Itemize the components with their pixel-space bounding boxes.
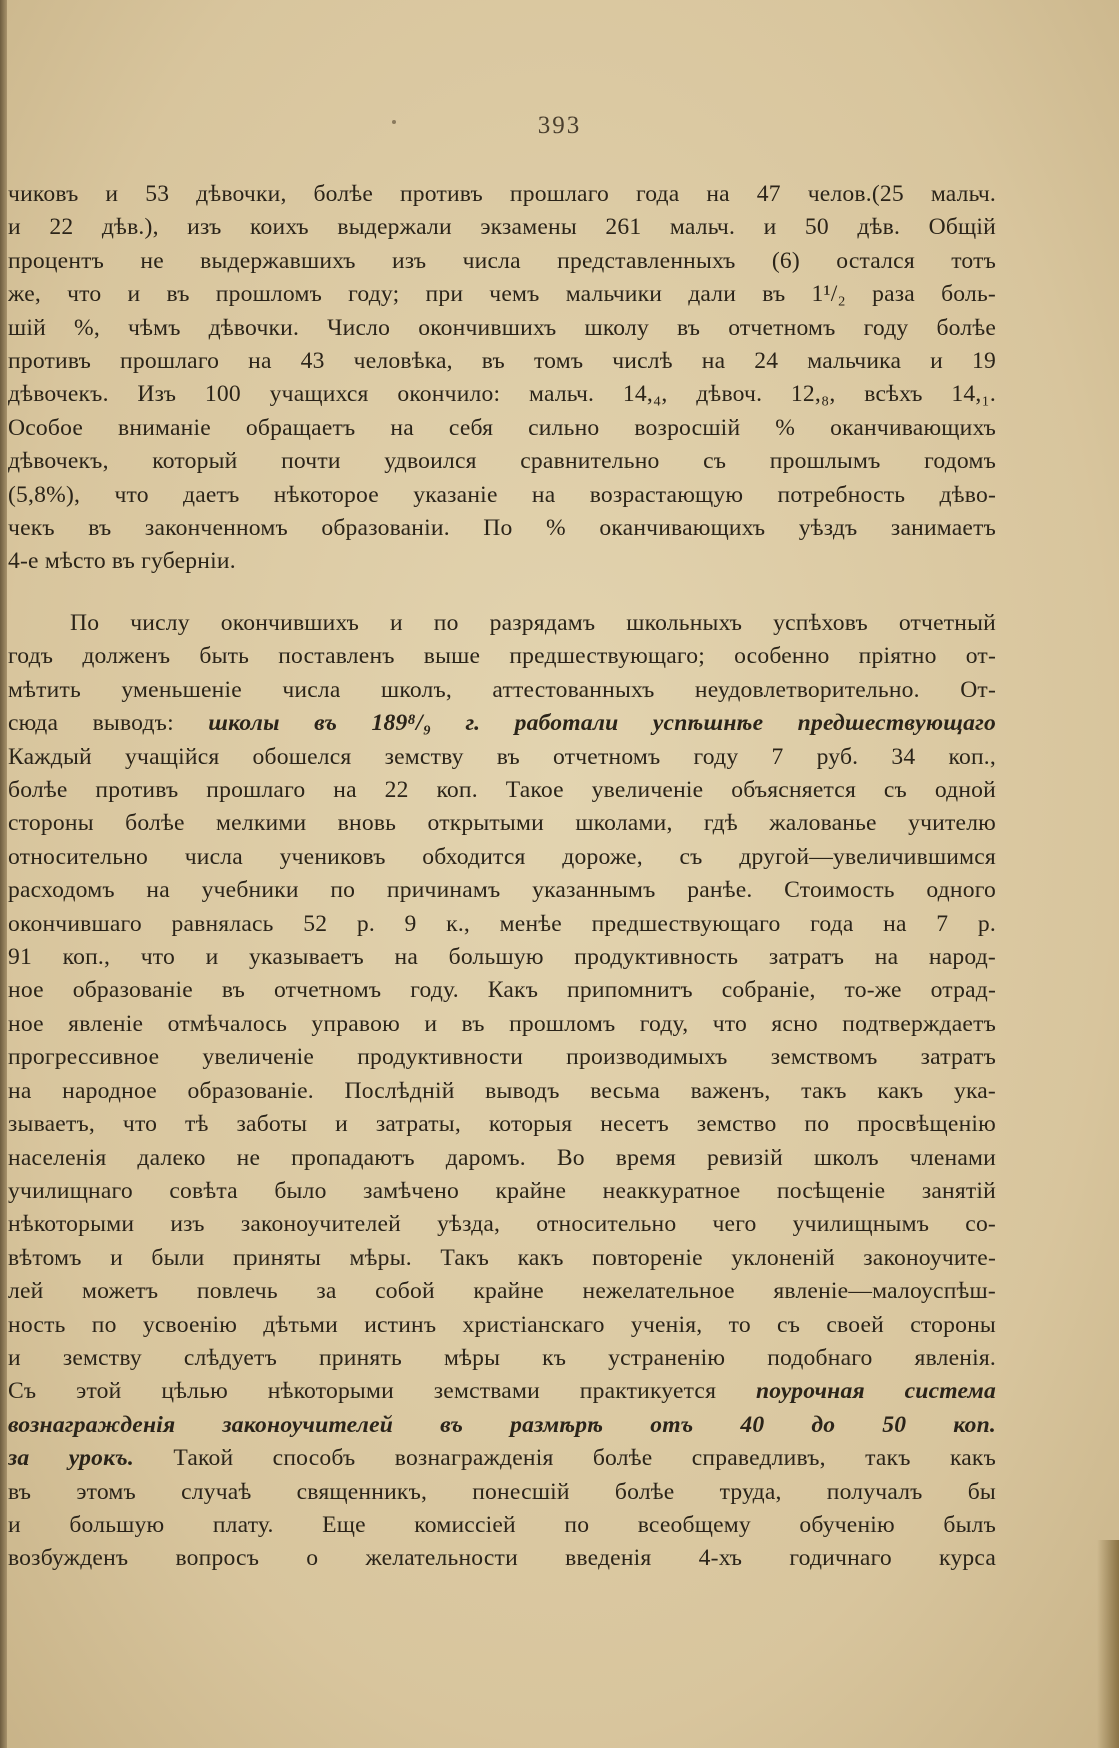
text-line: ное явленіе отмѣчалось управою и въ прошломъ году, что ясно подтверждаетъ <box>8 1010 996 1037</box>
text-line: вѣтомъ и были приняты мѣры. Такъ какъ повтореніе уклоненій законоучите- <box>8 1244 996 1271</box>
text-line: же, что и въ прошломъ году; при чемъ мальчики дали въ 1¹/₂ раза боль- <box>8 281 996 308</box>
text-line-mixed <box>8 1442 996 1475</box>
text-fragment: сюда выводъ: <box>8 710 174 737</box>
emphasis-text: за урокъ. <box>8 1445 134 1472</box>
text-line: и большую плату. Еще комиссіей по всеобщему обученію былъ <box>8 1511 996 1538</box>
text-line: противъ прошлаго на 43 человѣка, въ томъ числѣ на 24 мальчика и 19 <box>8 348 996 375</box>
paragraph-1 <box>8 178 996 579</box>
text-line: 91 коп., что и указываетъ на большую продуктивность затратъ на народ- <box>8 944 996 971</box>
text-line: прогрессивное увеличеніе продуктивности производимыхъ земствомъ затратъ <box>8 1044 996 1071</box>
text-line: зываетъ, что тѣ заботы и затраты, которыя несетъ земство по просвѣщенію <box>8 1111 996 1138</box>
text-line-mixed <box>8 1375 996 1408</box>
text-line: стороны болѣе мелкими вновь открытыми школами, гдѣ жалованье учителю <box>8 810 996 837</box>
text-line: лей можетъ повлечь за собой крайне нежелательное явленіе—малоуспѣш- <box>8 1278 996 1305</box>
text-line: возбужденъ вопросъ о желательности введенія 4-хъ годичнаго курса <box>8 1545 996 1572</box>
text-line: мѣтить уменьшеніе числа школъ, аттестованныхъ неудовлетворительно. От- <box>8 676 996 703</box>
text-line: дѣвочекъ. Изъ 100 учащихся окончило: мальч. 14,₄, дѣвоч. 12,₈, всѣхъ 14,₁. <box>8 381 996 408</box>
text-line: ность по усвоенію дѣтьми истинъ христіанскаго ученія, то съ своей стороны <box>8 1311 996 1338</box>
text-fragment: Съ этой цѣлью нѣкоторыми земствами практикуется <box>8 1378 717 1405</box>
text-line: процентъ не выдержавшихъ изъ числа представленныхъ (6) остался тотъ <box>8 247 996 274</box>
page-edge-shadow <box>1097 1540 1119 1748</box>
text-line: окончившаго равнялась 52 р. 9 к., менѣе предшествующаго года на 7 р. <box>8 910 996 937</box>
text-line: Особое вниманіе обращаетъ на себя сильно возросшій % оканчивающихъ <box>8 414 996 441</box>
text-line: и земству слѣдуетъ принять мѣры къ устраненію подобнаго явленія. <box>8 1344 996 1371</box>
text-line: и 22 дѣв.), изъ коихъ выдержали экзамены 261 мальч. и 50 дѣв. Общій <box>8 214 996 241</box>
text-line: училищнаго совѣта было замѣчено крайне неаккуратное посѣщеніе занятій <box>8 1177 996 1204</box>
text-line: 4-е мѣсто въ губерніи. <box>8 548 236 575</box>
text-line: въ этомъ случаѣ священникъ, понесшій болѣе труда, получалъ бы <box>8 1478 996 1505</box>
text-line: годъ долженъ быть поставленъ выше предшествующаго; особенно пріятно от- <box>8 643 996 670</box>
text-line: ное образованіе въ отчетномъ году. Какъ припомнитъ собраніе, то-же отрад- <box>8 977 996 1004</box>
text-line: относительно числа учениковъ обходится дороже, съ другой—увеличившимся <box>8 843 996 870</box>
emphasis-text: вознагражденія законоучителей въ размѣрѣ отъ 40 до 50 коп. <box>8 1411 996 1438</box>
text-line: чекъ въ законченномъ образованіи. По % оканчивающихъ уѣздъ занимаетъ <box>8 515 996 542</box>
text-line: Каждый учащійся обошелся земству въ отчетномъ году 7 руб. 34 коп., <box>8 743 996 770</box>
page-number: 393 <box>537 112 582 139</box>
text-line-mixed <box>8 707 996 740</box>
emphasis-text: школы въ 189⁸/₉ г. работали успѣшнѣе предшествующаго <box>208 710 996 737</box>
text-line: на народное образованіе. Послѣдній выводъ весьма важенъ, такъ какъ ука- <box>8 1077 996 1104</box>
text-line: расходомъ на учебники по причинамъ указаннымъ ранѣе. Стоимость одного <box>8 877 996 904</box>
text-line: населенія далеко не пропадаютъ даромъ. Во время ревизій школъ членами <box>8 1144 996 1171</box>
text-line: По числу окончившихъ и по разрядамъ школьныхъ успѣховъ отчетный <box>70 610 996 636</box>
text-line: нѣкоторыми изъ законоучителей уѣзда, относительно чего училищнымъ со- <box>8 1211 996 1238</box>
text-line: болѣе противъ прошлаго на 22 коп. Такое увеличеніе объясняется съ одной <box>8 777 996 804</box>
emphasis-text: поурочная система <box>755 1378 996 1405</box>
text-line: чиковъ и 53 дѣвочки, болѣе противъ прошлаго года на 47 челов.(25 мальч. <box>8 181 996 207</box>
text-fragment: Такой способъ вознагражденія болѣе справедливъ, такъ какъ <box>173 1445 996 1472</box>
text-line-emphasis <box>8 1409 996 1442</box>
binding-edge <box>0 0 7 1748</box>
text-line: (5,8%), что даетъ нѣкоторое указаніе на возрастающую потребность дѣво- <box>8 481 996 508</box>
text-line: шій %, чѣмъ дѣвочки. Число окончившихъ школу въ отчетномъ году болѣе <box>8 314 996 341</box>
paragraph-2 <box>8 607 996 1576</box>
text-line: дѣвочекъ, который почти удвоился сравнительно съ прошлымъ годомъ <box>8 448 996 475</box>
